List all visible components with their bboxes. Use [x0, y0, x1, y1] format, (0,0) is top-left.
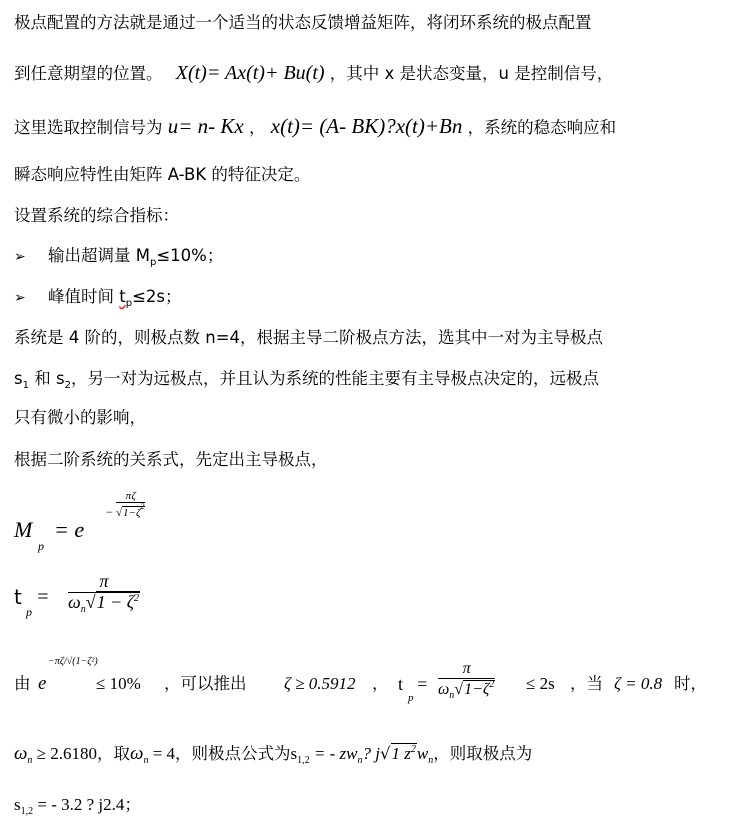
deriv-tp-sub: p	[408, 692, 414, 704]
eq2-lhs-sub: p	[26, 605, 32, 619]
peak-time-t: t	[119, 287, 126, 306]
omega-w-val: ≥ 2.6180	[32, 744, 98, 763]
omega-root	[391, 743, 417, 763]
eq1-exp-root: 1−ζ	[123, 507, 141, 520]
poles-end: ；	[124, 795, 141, 814]
peak-time-sub: p	[125, 298, 133, 309]
eq2-equals: =	[36, 586, 50, 608]
omega-w: ω	[14, 743, 28, 764]
overshoot-label: 输出超调量 M	[48, 246, 150, 265]
omega-wn-sub: n	[428, 755, 434, 766]
para2-s1: s	[14, 369, 23, 388]
poles-s: s	[14, 795, 21, 814]
deriv-tp-eq: =	[416, 674, 429, 694]
omega-w2-sub: n	[143, 755, 149, 766]
eq1-exp-num: πζ	[116, 490, 145, 503]
omega-s: s	[290, 744, 298, 763]
eq2-lhs: t	[14, 585, 22, 609]
deriv-tp-den-root: 1−ζ	[464, 680, 490, 698]
deriv-tp-den-sq: 2	[489, 678, 495, 690]
omega-tail: ，则取极点为	[433, 744, 533, 763]
poles-line	[14, 795, 141, 822]
eq2-den-sq: 2	[134, 592, 140, 604]
para2-and: 和 s	[28, 369, 65, 388]
deriv-tp-den: $\omega_n√1-\zeta^2$	[438, 678, 495, 701]
eq1-rhs: = e	[54, 517, 85, 542]
eq1-exp-sq: 2	[140, 502, 145, 512]
spec-item-overshoot	[14, 246, 223, 273]
eq1-lhs-sub: p	[38, 539, 44, 553]
deriv-tp-num: π	[438, 660, 495, 679]
poles-s-sub: 1,2	[20, 806, 34, 817]
para1-line2-text: 到任意期望的位置。	[14, 64, 163, 83]
para2-s1-sub: 1	[22, 380, 29, 391]
deriv-mid1: ，可以推出	[164, 674, 247, 693]
omega-s-sub: 1,2	[297, 755, 310, 766]
omega-w2: ω	[130, 743, 144, 764]
deriv-tp-fraction	[438, 660, 495, 701]
deriv-end: 时，	[674, 674, 707, 693]
spec-item-peak-time	[14, 287, 182, 314]
deriv-tp-den-sub: n	[449, 689, 455, 701]
spec-heading: 设置系统的综合指标：	[14, 206, 179, 225]
eq2-num: π	[68, 572, 140, 593]
bullet-arrow-icon: ➢	[14, 249, 26, 265]
deriv-exponent: −πζ/√(1−ζ²)	[48, 656, 98, 667]
omega-formula-sub: n	[357, 755, 363, 766]
deriv-tp-den-w: ω	[438, 680, 450, 698]
para2-line2-tail: ，另一对为远极点，并且认为系统的性能主要有主导极点决定的，远极点	[70, 369, 599, 388]
para1-line3	[14, 116, 616, 138]
control-law: u= n- Kx	[167, 114, 244, 138]
para1-line3-text: 这里选取控制信号为	[14, 118, 163, 137]
omega-formula2: ? j	[362, 744, 380, 763]
eq2-fraction	[68, 572, 140, 615]
eq2-den-sub: n	[80, 603, 86, 615]
eq1-exponent	[116, 490, 145, 519]
deriv-mid3: ，当	[570, 674, 603, 693]
omega-mid1: ，取	[97, 744, 131, 763]
para2-line4: 根据二阶系统的关系式，先定出主导极点，	[14, 450, 328, 469]
peak-time-label: 峰值时间	[48, 287, 120, 306]
para2-line1: 系统是 4 阶的，则极点数 n=4，根据主导二阶极点方法，选其中一对为主导极点	[14, 328, 604, 347]
deriv-e: e	[38, 673, 47, 694]
omega-wn: w	[416, 744, 429, 763]
omega-root-body: 1 z	[391, 744, 411, 763]
deriv-mid2: ，	[372, 674, 389, 693]
para1-line3-sep: ，	[249, 118, 266, 137]
eq1-exp-sign: −	[106, 505, 113, 519]
omega-root-sq: 2	[410, 744, 416, 755]
para1-line2-tail: ，其中 x 是状态变量，u 是控制信号，	[329, 64, 614, 83]
para2-line2	[14, 369, 599, 396]
para2-s2-sub: 2	[64, 380, 71, 391]
peak-time-symbol	[119, 287, 133, 309]
eq2-den-root: 1 − ζ	[96, 591, 135, 612]
para1-line1: 极点配置的方法就是通过一个适当的状态反馈增益矩阵，将闭环系统的极点配置	[14, 13, 592, 32]
deriv-tp: t	[398, 674, 404, 694]
deriv-zeta-value: ζ = 0.8	[614, 674, 663, 693]
deriv-le2s: ≤ 2s	[526, 674, 555, 693]
eq1-lhs: M	[14, 517, 33, 542]
poles-formula: = - 3.2 ? j2.4	[33, 795, 125, 814]
omega-w2-val: = 4	[148, 744, 176, 763]
omega-formula: = - zw	[309, 744, 358, 763]
deriv-le10: ≤ 10%	[96, 674, 141, 693]
deriv-prefix: 由	[14, 674, 31, 693]
deriv-zeta-result: ζ ≥ 0.5912	[284, 674, 356, 693]
para1-line4: 瞬态响应特性由矩阵 A-BK 的特征决定。	[14, 165, 311, 184]
para2-line3: 只有微小的影响，	[14, 408, 146, 427]
omega-line: $\omega_n \ge 2.6180$，取$\omega_n = 4$，则极点公式为$s_{1,2}$ = - $zw_n$? j√1 $z^2w_n$，则取极点为	[14, 743, 533, 766]
bullet-arrow-icon: ➢	[14, 290, 26, 306]
eq2-den-w: ω	[68, 591, 81, 612]
omega-w-sub: n	[27, 755, 33, 766]
overshoot-tail: ≤10%；	[156, 246, 224, 265]
para1-line3-tail: ，系统的稳态响应和	[467, 118, 617, 137]
eq1-exp-den: $√1-\zeta^2$	[116, 502, 145, 520]
eq2-den: $\omega_n√1 - \zeta^2$	[68, 591, 140, 615]
para1-line2	[14, 63, 613, 84]
omega-mid2: ，则极点公式为	[175, 744, 291, 763]
overshoot-sub: p	[149, 257, 157, 268]
peak-time-tail: ≤2s；	[132, 287, 182, 306]
state-equation: X(t)= Ax(t)+ Bu(t)	[175, 62, 325, 84]
closed-loop-equation: x(t)= (A- BK)?x(t)+Bn	[270, 114, 463, 138]
